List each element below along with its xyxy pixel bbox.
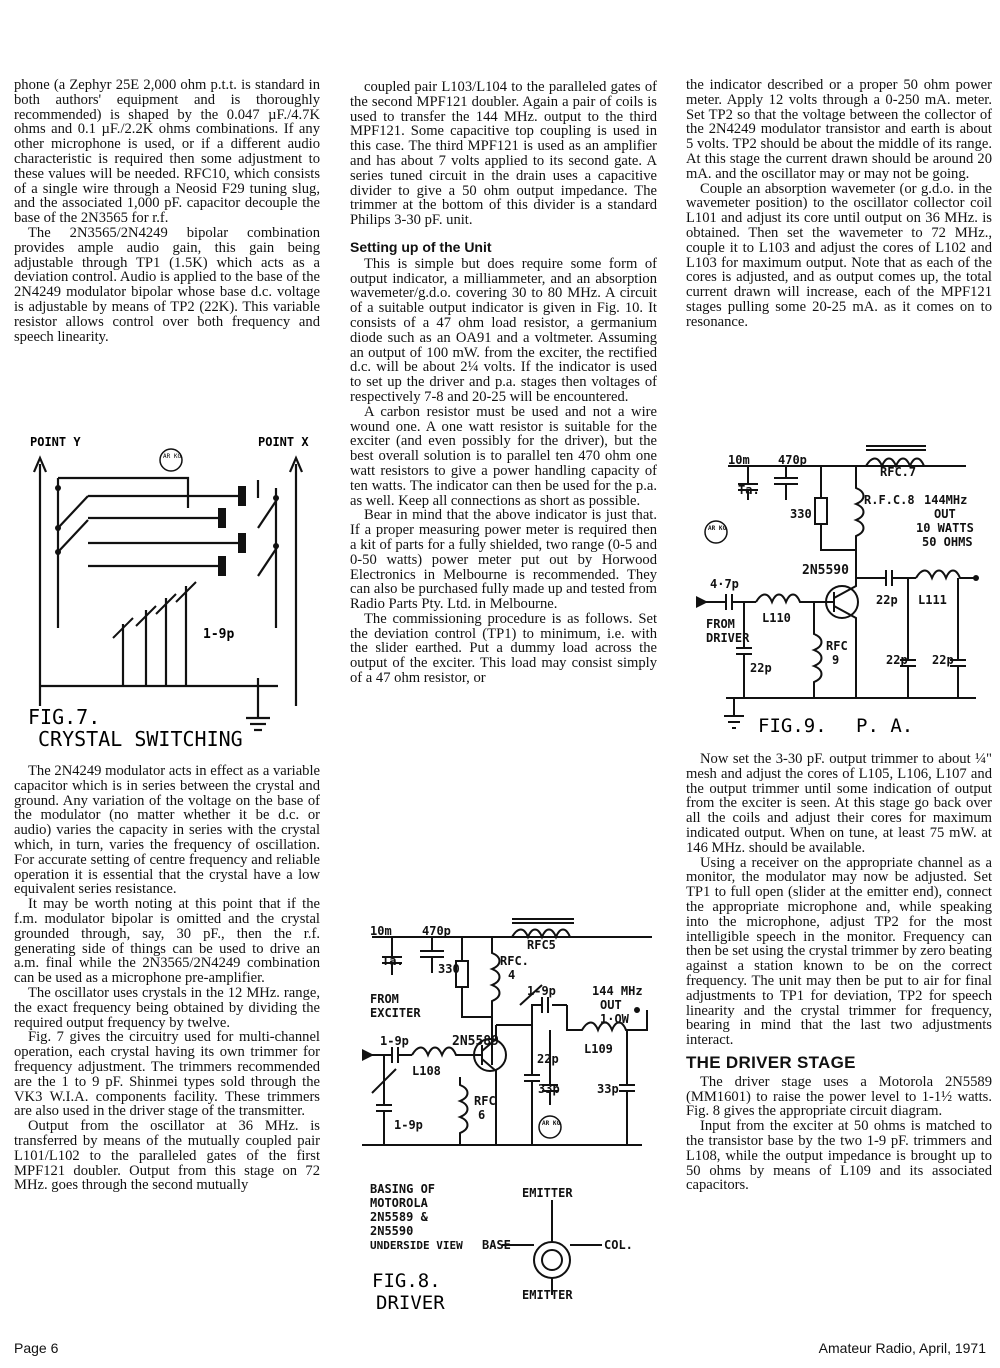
label-rfc4: RFC.	[500, 954, 529, 968]
label-33p-b: 33p	[597, 1082, 619, 1096]
paragraph: Input from the exciter at 50 ohms is matched to the transistor base by the two 1-9 pF. trimmers and L108, while the output impedance is brought up to 50 ohms by means of L109 and its associated capacitors.	[686, 1118, 992, 1194]
label-rfc6: RFC	[474, 1094, 496, 1108]
label-emitter-top: EMITTER	[522, 1186, 573, 1200]
label-out: OUT	[934, 507, 956, 521]
column-2	[350, 80, 657, 686]
column-3	[686, 78, 992, 330]
paragraph: The 2N3565/2N4249 bipolar combination provides ample audio gain, this gain being adjustable through TP1 (1.5K) which acts as a deviation control. Audio is applied to the base of the 2N4249 modulator bipolar whose base d.c. voltage is adjustable by means of TP2 (22K). This variable resistor allows control over both frequency and speech linearity.	[14, 224, 320, 345]
figure-7-crystal-switching	[18, 428, 318, 758]
section-heading: THE DRIVER STAGE	[686, 1052, 856, 1072]
label-2n5589: 2N5589	[452, 1034, 499, 1049]
label-470p: 470p	[778, 453, 807, 467]
label-33p-a: 33p	[538, 1082, 560, 1096]
label-rfc9: RFC	[826, 639, 848, 653]
label-ohms: 50 OHMS	[922, 535, 973, 549]
label-2n5590: 2N5590	[802, 563, 849, 578]
label-rfc6-num: 6	[478, 1108, 486, 1122]
basing-line-4: 2N5590	[370, 1224, 414, 1238]
label-22p: 22p	[537, 1052, 559, 1066]
fig7-caption-number: FIG.7.	[28, 705, 101, 729]
page-number: Page 6	[14, 1340, 59, 1356]
label-driver: DRIVER	[706, 631, 750, 645]
label-22p-a: 22p	[876, 593, 898, 607]
label-rfc9-num: 9	[832, 653, 840, 667]
label-rfc7: RFC.7	[880, 465, 917, 479]
label-ta: Ta.	[382, 954, 404, 968]
label-22p-b: 22p	[750, 661, 772, 675]
label-144mhz: 144 MHz	[592, 984, 643, 998]
section-heading: Setting up of the Unit	[350, 238, 492, 255]
label-exciter: EXCITER	[370, 1006, 421, 1020]
label-rfc5: RFC5	[527, 938, 556, 952]
label-base: BASE	[482, 1238, 511, 1252]
paragraph: Couple an absorption wavemeter (or g.d.o. in the wavemeter position) to the oscillator collector coil L101 and adjust its core until output on 36 MHz. is obtained. Then set the wavemeter to 72 MHz., couple it to L103 and adjust the cores of L102 and L103 for maximum output. Note that as each of the cores is adjusted, and as output comes up, the total current drawn will increase, each of the MPF121 stages pulling some 20-25 mA. as it comes on to resonance.	[686, 180, 992, 330]
trimmer-label: 1-9p	[203, 627, 235, 642]
paragraph: The commissioning procedure is as follows. Set the deviation control (TP1) to minimum, i.e. with the slider earthed. Put a dummy load across the output of the exciter. This load may consist simply of a 47 ohm resistor, or	[350, 610, 657, 687]
figure-9-pa	[686, 428, 992, 758]
fig9-caption-title: P. A.	[856, 715, 914, 737]
label-330: 330	[438, 962, 460, 976]
label-power: 10 WATTS	[916, 521, 974, 535]
label-4-7p: 4·7p	[710, 577, 739, 591]
label-l111: L111	[918, 593, 947, 607]
point-x-label: POINT X	[258, 435, 309, 449]
label-emitter-bot: EMITTER	[522, 1288, 573, 1302]
fig8-caption-title: DRIVER	[376, 1292, 445, 1314]
fig9-caption-number: FIG.9.	[758, 715, 827, 737]
label-trim-top: 1-9p	[527, 984, 556, 998]
label-power: 1·OW	[600, 1012, 629, 1026]
basing-line-3: 2N5589 &	[370, 1210, 428, 1224]
logo-text: AR KG	[163, 453, 182, 460]
basing-line-1: BASING OF	[370, 1182, 436, 1196]
label-l108: L108	[412, 1064, 441, 1078]
basing-line-5: UNDERSIDE VIEW	[370, 1239, 463, 1252]
paragraph: Fig. 7 gives the circuitry used for multi-channel operation, each crystal having its own trimmer for frequency adjustment. The trimmers recommended are the 1 to 9 pF. Shinmei types sold through the VK3 W.I.A. components facility. These trimmers are also used in the driver stage of the transmitter.	[14, 1029, 320, 1120]
logo-text: AR KG	[542, 1120, 561, 1127]
logo-text: AR KG	[708, 525, 727, 532]
label-l109: L109	[584, 1042, 613, 1056]
label-out: OUT	[600, 998, 622, 1012]
paragraph: Bear in mind that the above indicator is just that. If a proper measuring power meter is required then a kit of parts for a fully shielded, two range (0-5 and 0-50 watts) power meter put out by Horwood Electronics in Melbourne is recommended. They can also be purchased fully made up and tested from Radio Parts Pty. Ltd. in Melbourne.	[350, 507, 657, 613]
label-from: FROM	[370, 992, 399, 1006]
point-y-label: POINT Y	[30, 435, 81, 449]
label-trim-in: 1-9p	[380, 1034, 409, 1048]
paragraph: A carbon resistor must be used and not a wire wound one. A one watt resistor is suitable for the exciter (and even possibly for the driver), but the best overall solution is to parallel ten 470 ohm one watt resistors to give a power handling capacity of ten watts. The indicator can then be used for the p.a. as well. Keep all connections as short as possible.	[350, 403, 657, 509]
fig8-caption-number: FIG.8.	[372, 1270, 441, 1292]
label-col: COL.	[604, 1238, 633, 1252]
figure-8-driver	[352, 905, 657, 1320]
label-from: FROM	[706, 617, 735, 631]
label-l110: L110	[762, 611, 791, 625]
paragraph: The oscillator uses crystals in the 12 MHz. range, the exact frequency being obtained by dividing the required output frequency by twelve.	[14, 984, 320, 1031]
label-ta: Ta.	[738, 483, 760, 497]
publication-footer: Amateur Radio, April, 1971	[818, 1340, 986, 1356]
label-10m: 10m	[728, 453, 750, 467]
label-470p: 470p	[422, 924, 451, 938]
label-22p-c: 22p	[886, 653, 908, 667]
fig7-caption-title: CRYSTAL SWITCHING	[38, 727, 243, 751]
paragraph: Output from the oscillator at 36 MHz. is transferred by means of the mutually coupled pair L101/L102 to the paralleled gates of the first MPF121 doubler. Output from this stage on 72 MHz. goes through the second mutually	[14, 1118, 320, 1194]
column-1	[14, 78, 320, 344]
label-330: 330	[790, 507, 812, 521]
paragraph: This is simple but does require some form of output indicator, a milliammeter, and an absorption wavemeter/g.d.o. covering 30 to 80 MHz. A circuit of a suitable output indicator is given in Fig. 10. It consists of a 47 ohm load resistor, a germanium diode such as an OA91 and a voltmeter. Assuming an output of 100 mW. from the exciter, the rectified d.c. will be about 2¼ volts. If the indicator is used to set up the driver and p.a. stages then voltages of respectively 7-8 and 20-25 will be encountered.	[350, 255, 657, 405]
label-trim-bot: 1-9p	[394, 1118, 423, 1132]
paragraph: phone (a Zephyr 25E 2,000 ohm p.t.t. is standard in both authors' equipment and is thoroughly recommended) is shaped by the 0.047 µF./4.7K ohms and 0.1 µF./2.2K ohms combinations. If any other microphone is used, or if a different audio characteristic is required then some adjustment to these values will be needed. RFC10, which consists of a single wire through a Neosid F29 tuning slug, and the associated 1,000 pF. capacitor decouple the base of the 2N3565 for r.f.	[14, 77, 320, 227]
paragraph: Now set the 3-30 pF. output trimmer to about ¼" mesh and adjust the cores of L105, L106, L107 and the output trimmer until some indication of output from the exciter is seen. At this stage go back over all the coils and adjust their cores for maximum indicated output. When on tune, at least 75 mW. at 146 MHz. should be available.	[686, 751, 992, 856]
label-144mhz: 144MHz	[924, 493, 968, 507]
basing-line-2: MOTOROLA	[370, 1196, 428, 1210]
paragraph: coupled pair L103/L104 to the paralleled gates of the second MPF121 doubler. Again a pair of coils is used to transfer the 144 MHz. output to the third MPF121. Some capacitive top coupling is used in this case. The third MPF121 is used as an amplifier and has about 7 volts applied to its second gate. A series tuned circuit in the drain uses a capacitive divider to give a 50 ohm output impedance. The trimmer at the bottom of this divider is a standard Philips 3-30 pF. unit.	[350, 79, 657, 229]
label-22p-d: 22p	[932, 653, 954, 667]
paragraph: Using a receiver on the appropriate channel as a monitor, the modulator may now be adjusted. Set TP1 to full open (slider at the emitter end), connect the appropriate microphone and, while speaking into the microphone, adjust TP2 for the most intelligible speech in the monitor. Frequency can then be set using the crystal trimmer by zero beating against a station known to be on the correct frequency. The unit may then be put to air for final adjustments to TP1 for deviation, TP2 for speech linearity and the crystal trimmer for frequency, bearing in mind that the last two adjustments interact.	[686, 854, 992, 1049]
column-3-lower	[686, 752, 992, 1193]
paragraph: The driver stage uses a Motorola 2N5589 (MM1601) to raise the power level to 1-1½ watts. Fig. 8 gives the appropriate circuit diagram.	[686, 1073, 992, 1120]
paragraph: The 2N4249 modulator acts in effect as a variable capacitor which is in series between the crystal and ground. Any variation of the voltage on the base of the modulator (no matter whether it be d.c. or audio) varies the capacity in series with the crystal which, in turn, varies the frequency of oscillation. For accurate setting of centre frequency and reliable operation it is essential that the crystal have a low equivalent series resistance.	[14, 763, 320, 898]
label-rfc8: R.F.C.8	[864, 493, 915, 507]
column-1-lower	[14, 764, 320, 1193]
label-rfc4-num: 4	[508, 968, 516, 982]
paragraph: It may be worth noting at this point that if the f.m. modulator bipolar is omitted and the crystal grounded through, say, 30 pF., then the r.f. generating side of things can be used to drive an a.m. final while the 2N3565/2N4249 combination can be used as a microphone pre-amplifier.	[14, 896, 320, 987]
paragraph: the indicator described or a proper 50 ohm power meter. Apply 12 volts through a 0-250 mA. meter. Set TP2 so that the voltage between the collector of the 2N4249 modulator transistor and earth is about 5 volts. TP2 should be about the middle of its range. At this stage the current drawn should be around 20 mA. and the oscillator may or may not be going.	[686, 77, 992, 182]
label-10m: 10m	[370, 924, 392, 938]
